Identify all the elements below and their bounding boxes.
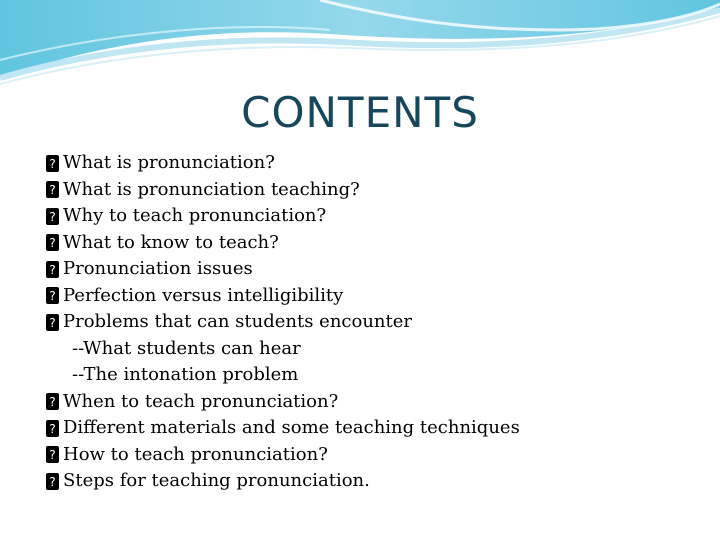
list-item	[46, 309, 706, 336]
list-item-text: Different materials and some teaching techniques	[63, 417, 520, 438]
contents-list	[46, 150, 706, 495]
missing-glyph-bullet-icon: ?	[46, 420, 59, 437]
list-item	[46, 177, 706, 204]
list-item-text: Problems that can students encounter	[63, 311, 413, 332]
list-item	[46, 442, 706, 469]
list-subitem	[46, 362, 706, 389]
list-subitem-text: --What students can hear	[72, 337, 301, 359]
list-item-text: What is pronunciation?	[63, 152, 275, 173]
missing-glyph-bullet-icon: ?	[46, 314, 59, 331]
list-item-text: What to know to teach?	[63, 231, 279, 253]
missing-glyph-bullet-icon: ?	[46, 234, 59, 251]
missing-glyph-bullet-icon: ?	[46, 446, 59, 463]
missing-glyph-bullet-icon: ?	[46, 261, 59, 278]
list-item-text: Steps for teaching pronunciation.	[63, 470, 370, 491]
missing-glyph-bullet-icon: ?	[46, 155, 59, 172]
list-subitem-text: --The intonation problem	[72, 364, 299, 385]
list-item-text: What is pronunciation teaching?	[63, 178, 360, 200]
list-item-text: How to teach pronunciation?	[63, 443, 328, 465]
list-item-text: Why to teach pronunciation?	[63, 205, 327, 226]
list-subitem	[46, 336, 706, 363]
list-item	[46, 389, 706, 416]
missing-glyph-bullet-icon: ?	[46, 287, 59, 304]
missing-glyph-bullet-icon: ?	[46, 181, 59, 198]
list-item	[46, 468, 706, 495]
slide-title: CONTENTS	[241, 88, 479, 137]
missing-glyph-bullet-icon: ?	[46, 393, 59, 410]
list-item	[46, 283, 706, 310]
list-item	[46, 230, 706, 257]
list-item-text: Perfection versus intelligibility	[63, 284, 344, 306]
missing-glyph-bullet-icon: ?	[46, 473, 59, 490]
list-item-text: When to teach pronunciation?	[63, 390, 339, 412]
list-item	[46, 415, 706, 442]
missing-glyph-bullet-icon: ?	[46, 208, 59, 225]
list-item	[46, 150, 706, 177]
list-item-text: Pronunciation issues	[63, 258, 253, 279]
list-item	[46, 256, 706, 283]
header-wave-decoration	[0, 0, 720, 90]
list-item	[46, 203, 706, 230]
